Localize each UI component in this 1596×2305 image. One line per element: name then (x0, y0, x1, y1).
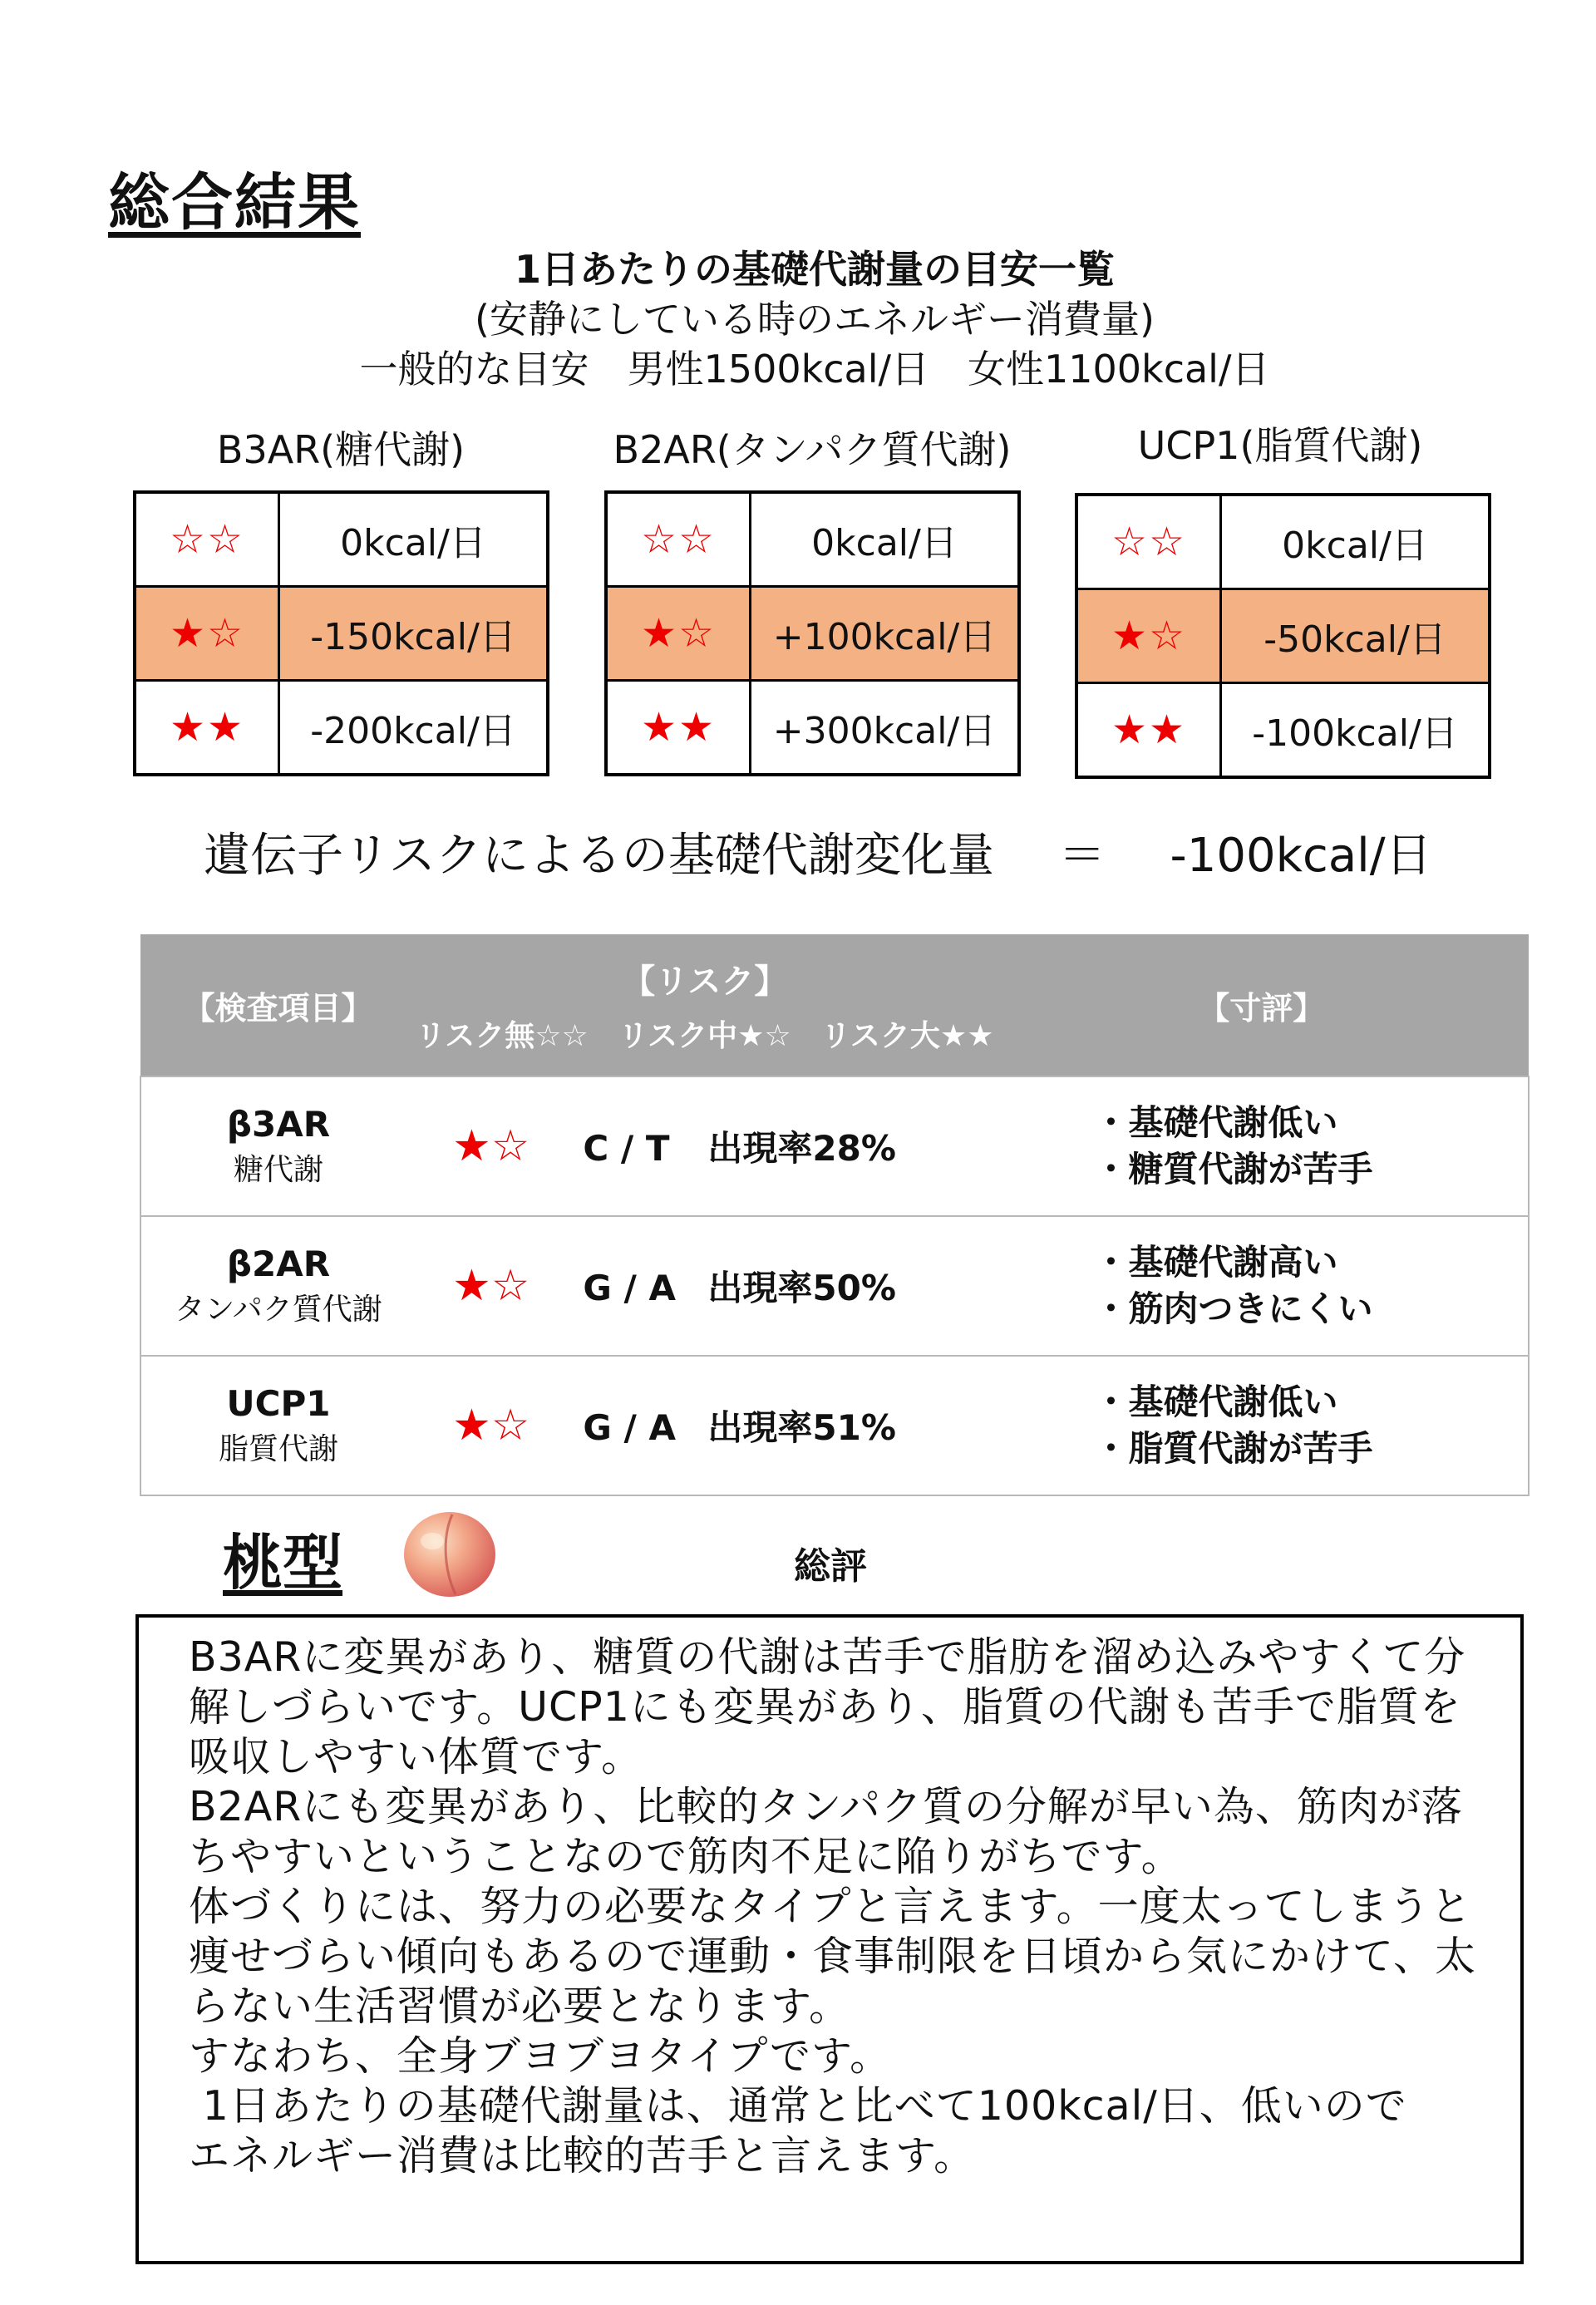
kcal-value: +100kcal/日 (751, 587, 1020, 681)
level-table-ucp1 (1075, 493, 1491, 779)
kcal-value: -50kcal/日 (1221, 589, 1490, 683)
gene-category: 糖代謝 (233, 1153, 323, 1187)
gene-label-b2ar: B2AR(タンパク質代謝) (613, 427, 1012, 472)
header-risk (416, 934, 993, 1076)
gene-name: β3AR (226, 1104, 331, 1145)
genotype: G / A (583, 1268, 676, 1308)
comment-cell (993, 1076, 1529, 1216)
genotype-cell (566, 1356, 993, 1495)
comment-line: ・脂質代謝が苦手 (1093, 1428, 1373, 1469)
table-row (140, 1076, 1529, 1216)
star-rating: ★☆ (606, 587, 751, 681)
summary-line: すなわち、全身ブヨブヨタイプです。 (189, 2032, 892, 2080)
gene-label-ucp1: UCP1(脂質代謝) (1137, 423, 1423, 468)
formula-equals: ＝ (1058, 829, 1106, 883)
gene-label-b3ar: B3AR(糖代謝) (216, 427, 466, 472)
star-rating: ★★ (606, 681, 751, 776)
metabolism-change-formula (204, 819, 1432, 885)
comment-line: ・糖質代謝が苦手 (1093, 1149, 1373, 1189)
summary-box (135, 1614, 1524, 2264)
kcal-value: -200kcal/日 (279, 681, 549, 776)
occurrence-rate: 出現率51% (707, 1407, 896, 1448)
comment-line: ・筋肉つきにくい (1093, 1288, 1373, 1329)
table-row (140, 1216, 1529, 1356)
star-rating: ★★ (1076, 683, 1221, 778)
header-item: 【検査項目】 (140, 934, 416, 1076)
body-type-label: 桃型 (223, 1528, 343, 1598)
summary-line: B3ARに変異があり、糖質の代謝は苦手で脂肪を溜め込みやすくて分 (189, 1633, 1466, 1681)
summary-line: 1日あたりの基礎代謝量は、通常と比べて100kcal/日、低いので (189, 2082, 1407, 2130)
header-risk-title: 【リスク】 (622, 963, 788, 1001)
star-rating: ☆☆ (1076, 495, 1221, 589)
genotype-cell (566, 1216, 993, 1356)
kcal-value: 0kcal/日 (279, 492, 549, 587)
genotype: C / T (583, 1128, 670, 1169)
summary-line: 痩せづらい傾向もあるので運動・食事制限を日頃から気にかけて、太 (189, 1933, 1477, 1980)
summary-line: B2ARにも変異があり、比較的タンパク質の分解が早い為、筋肉が落 (189, 1783, 1463, 1830)
genotype: G / A (583, 1407, 676, 1448)
level-table-b2ar (604, 490, 1021, 776)
table-row (140, 1356, 1529, 1495)
summary-line: ちやすいということなので筋肉不足に陥りがちです。 (189, 1833, 1183, 1880)
star-rating: ☆☆ (135, 492, 279, 587)
subtitle-heading: 1日あたりの基礎代謝量の目安一覧 (514, 247, 1115, 292)
formula-value: -100kcal/日 (1170, 829, 1432, 883)
risk-stars: ★☆ (416, 1356, 566, 1495)
summary-label: 総評 (794, 1545, 867, 1588)
subtitle-reference: 一般的な目安 男性1500kcal/日 女性1100kcal/日 (359, 347, 1270, 392)
summary-line: 吸収しやすい体質です。 (189, 1733, 643, 1780)
summary-line: 体づくりには、努力の必要なタイプと言えます。一度太ってしまうと (189, 1883, 1472, 1930)
header-risk-legend: リスク無☆☆ リスク中★☆ リスク大★★ (416, 1019, 994, 1053)
summary-line: エネルギー消費は比較的苦手と言えます。 (189, 2132, 976, 2179)
genotype-cell (566, 1076, 993, 1216)
occurrence-rate: 出現率50% (707, 1268, 896, 1308)
star-rating: ★★ (135, 681, 279, 776)
star-rating: ★☆ (1076, 589, 1221, 683)
kcal-value: -150kcal/日 (279, 587, 549, 681)
summary-line: 解しづらいです。UCP1にも変異があり、脂質の代謝も苦手で脂質を (189, 1683, 1461, 1731)
comment-line: ・基礎代謝低い (1093, 1382, 1338, 1422)
kcal-value: +300kcal/日 (751, 681, 1020, 776)
level-table-b3ar (133, 490, 549, 776)
kcal-value: 0kcal/日 (751, 492, 1020, 587)
risk-stars: ★☆ (416, 1216, 566, 1356)
peach-icon (401, 1508, 499, 1603)
comment-cell (993, 1216, 1529, 1356)
comment-cell (993, 1356, 1529, 1495)
formula-label: 遺伝子リスクによるの基礎代謝変化量 (204, 829, 994, 883)
comment-line: ・基礎代謝高い (1093, 1242, 1338, 1283)
page-title: 総合結果 (108, 167, 361, 239)
star-rating: ☆☆ (606, 492, 751, 587)
subtitle-note: (安静にしている時のエネルギー消費量) (475, 297, 1155, 342)
item-cell (140, 1216, 416, 1356)
item-cell (140, 1356, 416, 1495)
kcal-value: -100kcal/日 (1221, 683, 1490, 778)
item-cell (140, 1076, 416, 1216)
risk-stars: ★☆ (416, 1076, 566, 1216)
occurrence-rate: 出現率28% (707, 1128, 896, 1169)
star-rating: ★☆ (135, 587, 279, 681)
header-comment: 【寸評】 (993, 934, 1529, 1076)
comment-line: ・基礎代謝低い (1093, 1102, 1338, 1143)
kcal-value: 0kcal/日 (1221, 495, 1490, 589)
gene-category: 脂質代謝 (218, 1432, 338, 1466)
gene-category: タンパク質代謝 (175, 1293, 382, 1327)
gene-name: UCP1 (226, 1383, 331, 1424)
result-table (140, 934, 1530, 1496)
summary-line: らない生活習慣が必要となります。 (189, 1982, 851, 2030)
gene-name: β2AR (226, 1244, 331, 1284)
